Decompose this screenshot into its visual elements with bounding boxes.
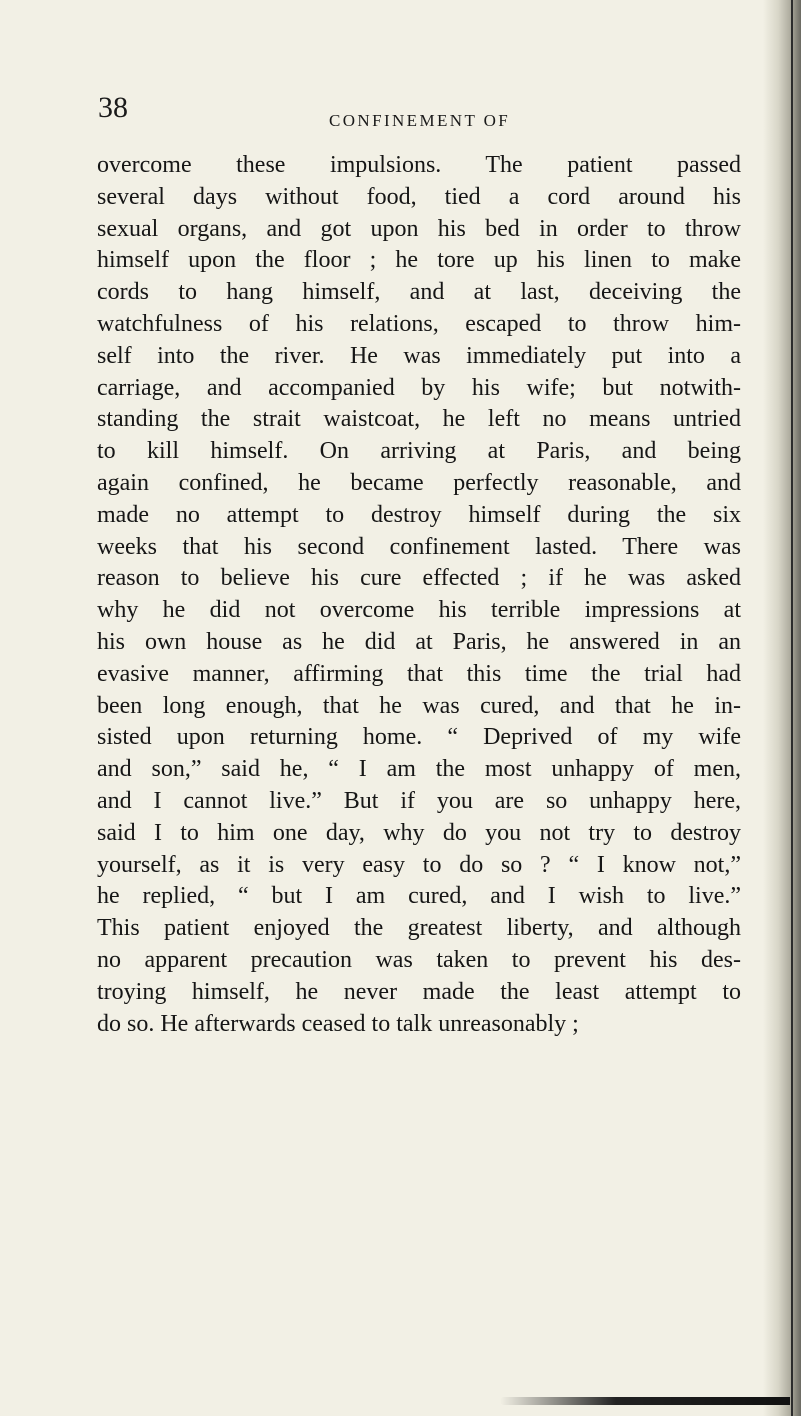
text-line: his own house as he did at Paris, he answered in an: [97, 628, 741, 655]
text-line: self into the river. He was immediately put into a: [97, 342, 741, 369]
text-line: evasive manner, affirming that this time the trial had: [97, 660, 741, 687]
page-spine-shadow: [763, 0, 801, 1416]
running-head: CONFINEMENT OF: [329, 111, 511, 130]
text-line: sisted upon returning home. “ Deprived of my wife: [97, 724, 741, 751]
text-line: cords to hang himself, and at last, deceiving the: [97, 279, 741, 306]
text-line: overcome these impulsions. The patient passed: [97, 152, 741, 178]
text-line: why he did not overcome his terrible impressions at: [97, 597, 741, 624]
text-line: do so. He afterwards ceased to talk unreasonably ;: [97, 1010, 579, 1037]
text-line: sexual organs, and got upon his bed in order to throw: [97, 215, 741, 242]
text-line: This patient enjoyed the greatest liberty, and although: [97, 915, 741, 942]
text-line: again confined, he became perfectly reasonable, and: [97, 469, 741, 496]
page-spine-edge: [791, 0, 793, 1416]
text-line: weeks that his second confinement lasted. There was: [97, 533, 741, 560]
text-line: yourself, as it is very easy to do so ? “ I know not,”: [97, 851, 741, 878]
page-bottom-edge: [500, 1397, 790, 1405]
body-text: [97, 150, 741, 1040]
text-line: several days without food, tied a cord around his: [97, 183, 741, 210]
text-line: said I to him one day, why do you not try to destroy: [97, 819, 741, 846]
text-line: been long enough, that he was cured, and that he in-: [97, 692, 741, 719]
text-line: no apparent precaution was taken to prevent his des-: [97, 946, 741, 973]
text-line: carriage, and accompanied by his wife; but notwith-: [97, 374, 741, 401]
text-line: standing the strait waistcoat, he left no means untried: [97, 406, 741, 433]
text-line: himself upon the floor ; he tore up his linen to make: [97, 247, 741, 274]
text-line: troying himself, he never made the least attempt to: [97, 978, 741, 1005]
text-line: and I cannot live.” But if you are so unhappy here,: [97, 787, 741, 814]
text-line: watchfulness of his relations, escaped to throw him-: [97, 310, 741, 337]
text-line: reason to believe his cure effected ; if he was asked: [97, 565, 741, 592]
text-line: and son,” said he, “ I am the most unhappy of men,: [97, 756, 741, 783]
text-line: made no attempt to destroy himself during the six: [97, 501, 741, 528]
text-line: to kill himself. On arriving at Paris, and being: [97, 438, 741, 465]
text-line: he replied, “ but I am cured, and I wish to live.”: [97, 883, 741, 910]
page-number: 38: [98, 91, 128, 124]
